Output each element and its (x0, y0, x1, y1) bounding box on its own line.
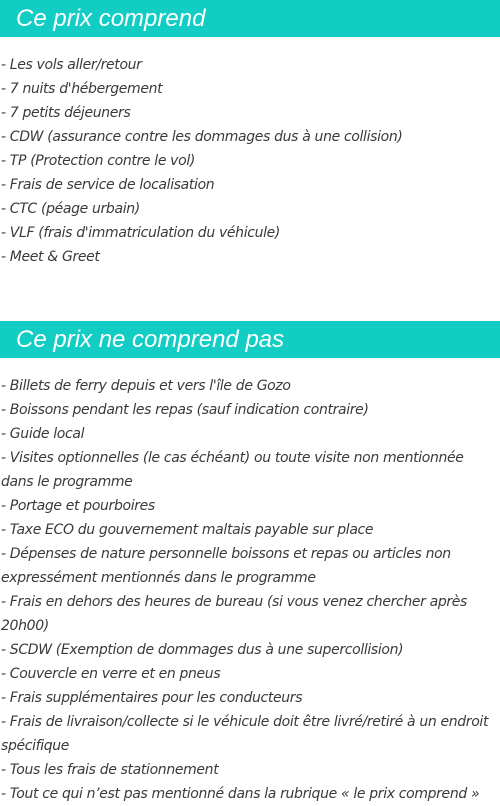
list-item: - Frais en dehors des heures de bureau (si vous venez chercher après 20h00) (1, 594, 468, 634)
list-item: - Dépenses de nature personnelle boissons et repas ou articles non expressément mentionnés dans le programme (1, 546, 451, 586)
included-section-title: Ce prix comprend (0, 0, 500, 37)
list-item: - SCDW (Exemption de dommages dus à une supercollision) (1, 642, 404, 658)
list-item: - Billets de ferry depuis et vers l'île de Gozo (1, 378, 291, 394)
list-item: - CDW (assurance contre les dommages dus à une collision) (1, 129, 403, 145)
excluded-section (0, 321, 500, 806)
list-item: - VLF (frais d'immatriculation du véhicule) (1, 225, 281, 241)
list-item: - Guide local (1, 426, 85, 442)
list-item: - 7 petits déjeuners (1, 105, 131, 121)
list-item: - Frais de service de localisation (1, 177, 215, 193)
list-item: - Les vols aller/retour (1, 57, 142, 73)
list-item: - CTC (péage urbain) (1, 201, 140, 217)
excluded-section-title: Ce prix ne comprend pas (0, 321, 500, 358)
included-section (0, 0, 500, 269)
list-item: - Boissons pendant les repas (sauf indication contraire) (1, 402, 369, 418)
list-item: - Tout ce qui n’est pas mentionné dans la rubrique « le prix comprend » (1, 786, 480, 802)
list-item: - Meet & Greet (1, 249, 100, 265)
list-item: - Taxe ECO du gouvernement maltais payable sur place (1, 522, 374, 538)
list-item: - Portage et pourboires (1, 498, 155, 514)
included-list (0, 53, 500, 269)
list-item: - Visites optionnelles (le cas échéant) ou toute visite non mentionnée dans le programme (1, 450, 464, 490)
list-item: - 7 nuits d'hébergement (1, 81, 163, 97)
list-item: - TP (Protection contre le vol) (1, 153, 195, 169)
list-item: - Couvercle en verre et en pneus (1, 666, 221, 682)
list-item: - Frais supplémentaires pour les conducteurs (1, 690, 303, 706)
list-item: - Frais de livraison/collecte si le véhicule doit être livré/retiré à un endroit spécifique (1, 714, 489, 754)
excluded-list (0, 374, 500, 806)
list-item: - Tous les frais de stationnement (1, 762, 219, 778)
